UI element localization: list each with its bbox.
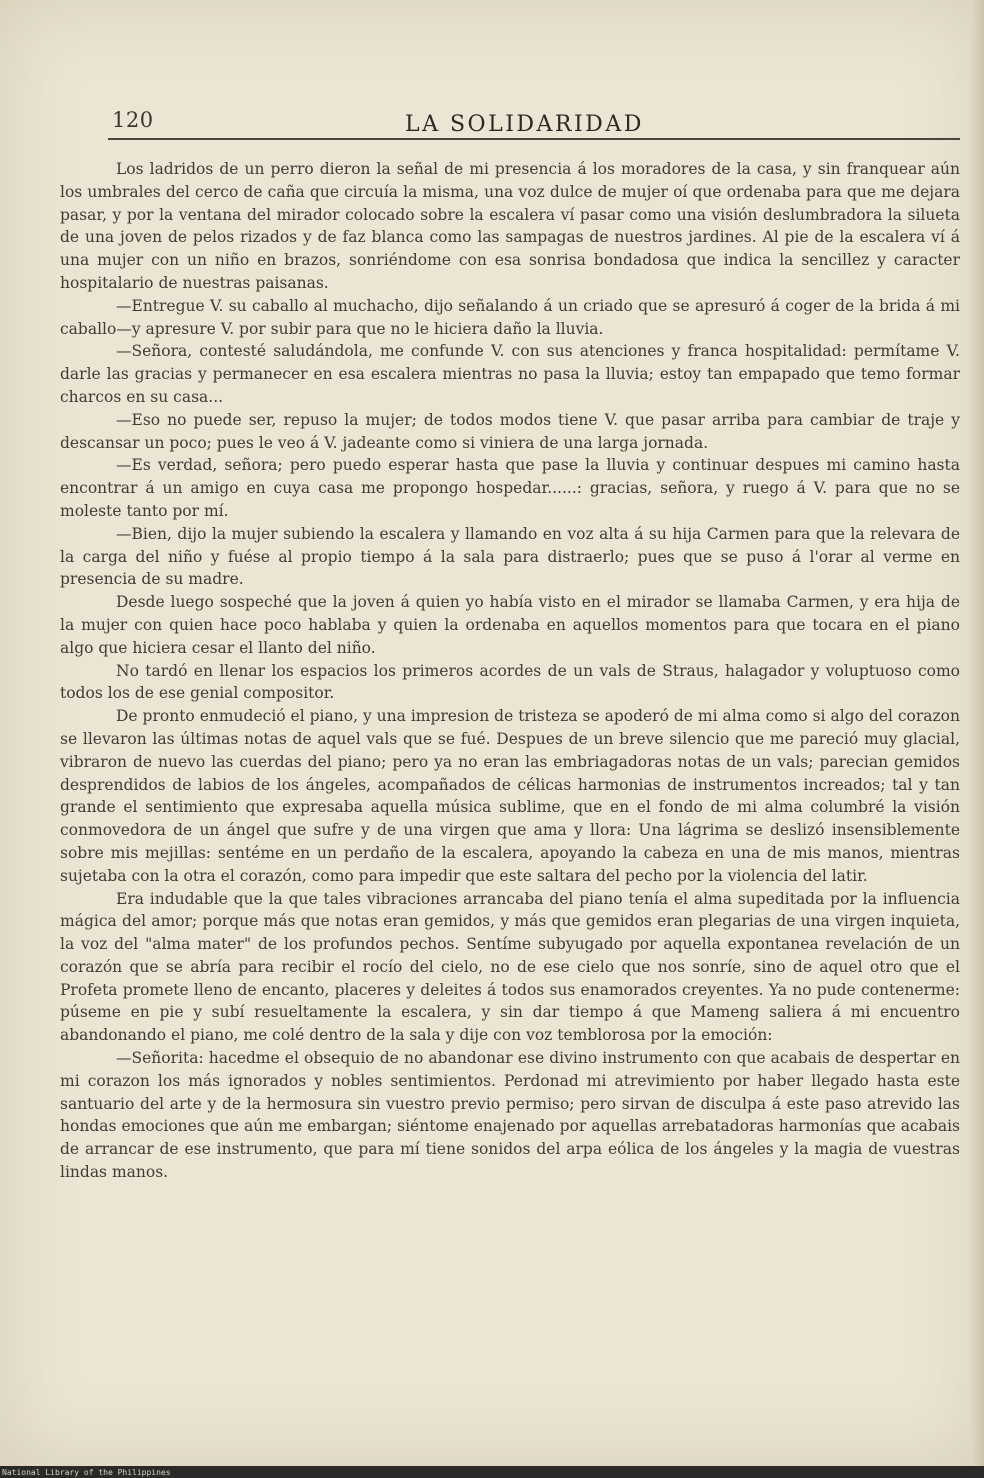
page-header — [60, 108, 960, 140]
paragraph: No tardó en llenar los espacios los primeros acordes de un vals de Straus, halagador y voluptuoso como todos los de ese genial compositor. — [60, 661, 960, 703]
header-rule — [108, 138, 960, 140]
page-edge-shadow — [970, 0, 984, 1466]
paragraph: —Bien, dijo la mujer subiendo la escalera y llamando en voz alta á su hija Carmen para que la relevara de la carga del niño y fuése al propio tiempo á la sala para distraerlo; pues que se puso á l'orar al verme en presencia de su madre. — [60, 524, 960, 589]
paragraph: —Señora, contesté saludándola, me confunde V. con sus atenciones y franca hospitalidad: permítame V. darle las gracias y permanecer en esa escalera mientras no pasa la lluvia; estoy tan empapado que temo formar charcos en su casa... — [60, 342, 960, 406]
paragraph: —Es verdad, señora; pero puedo esperar hasta que pase la lluvia y continuar despues mi camino hasta encontrar á un amigo en cuya casa me propongo hospedar......: gracias, señora, y ruego á V. para que no se moleste tanto por mí. — [60, 456, 960, 520]
page-number: 120 — [112, 108, 154, 132]
paragraph: Los ladridos de un perro dieron la señal de mi presencia á los moradores de la casa, y sin franquear aún los umbrales del cerco de caña que circuía la misma, una voz dulce de mujer oí que ordenaba para que me dejara pasar, y por la ventana del mirador colocado sobre la escalera ví pasar como una visión deslumbradora la silueta de una joven de pelos rizados y de faz blanca como las sampagas de nuestros jardines. Al pie de la escalera ví á una mujer con un niño en brazos, sonriéndome con esa sonrisa bondadosa que indica la sencillez y caracter hospitalario de nuestras paisanas. — [60, 160, 960, 292]
scan-footer — [0, 1467, 984, 1478]
library-credit: National Library of the Philippines — [2, 1468, 171, 1477]
paragraph: —Entregue V. su caballo al muchacho, dijo señalando á un criado que se apresuró á coger de la brida á mi caballo—y apresure V. por subir para que no le hiciera daño la lluvia. — [60, 296, 960, 338]
paragraph: Era indudable que la que tales vibraciones arrancaba del piano tenía el alma supeditada por la influencia mágica del amor; porque más que notas eran gemidos, y más que gemidos eran plegarias de una virgen inquieta, la voz del "alma mater" de los profundos pechos. Sentíme subyugado por aquella expontanea revelación de un corazón que se abría para recibir el rocío del cielo, no de ese cielo que nos sonríe, sino de aquel otro que el Profeta promete lleno de encanto, placeres y deleites á todos sus enamorados creyentes. Ya no pude contenerme: púseme en pie y subí resueltamente la escalera, y sin dar tiempo á que Mameng saliera á mi encuentro abandonando el piano, me colé dentro de la sala y dije con voz temblorosa por la emoción: — [60, 889, 960, 1045]
paragraph: Desde luego sospeché que la joven á quien yo había visto en el mirador se llamaba Carmen, y era hija de la mujer con quien hace poco hablaba y quien la ordenaba en aquellos momentos para que tocara en el piano algo que hiciera cesar el llanto del niño. — [60, 593, 960, 657]
paragraph: —Señorita: hacedme el obsequio de no abandonar ese divino instrumento con que acabais de despertar en mi corazon los más ignorados y nobles sentimientos. Perdonad mi atrevimiento por haber llegado hasta este santuario del arte y de la hermosura sin vuestro previo permiso; pero sirvan de disculpa á este paso atrevido las hondas emociones que aún me embargan; siéntome enajenado por aquellas arrebatadoras harmonías que acabais de arrancar de ese instrumento, que para mí tiene sonidos del arpa eólica de los ángeles y la magia de vuestras lindas manos. — [60, 1049, 960, 1182]
paragraph: De pronto enmudeció el piano, y una impresion de tristeza se apoderó de mi alma como si algo del corazon se llevaron las últimas notas de aquel vals que se fué. Despues de un breve silencio que me pareció muy glacial, vibraron de nuevo las cuerdas del piano; pero ya no eran las embriagadoras notas de un vals; parecian gemidos desprendidos de labios de los ángeles, acompañados de célicas harmonias de instrumentos increados; tal y tan grande el sentimiento que expresaba aquella música sublime, que en el fondo de mi alma columbré la visión conmovedora de un ángel que sufre y de una virgen que ama y llora: Una lágrima se deslizó insensiblemente sobre mis mejillas: sentéme en un perdaño de la escalera, apoyando la cabeza en una de mis manos, mientras sujetaba con la otra el corazón, como para impedir que este saltara del pecho por la violencia del latir. — [60, 707, 960, 885]
article-body — [60, 158, 960, 1184]
paragraph: —Eso no puede ser, repuso la mujer; de todos modos tiene V. que pasar arriba para cambiar de traje y descansar un poco; pues le veo á V. jadeante como si viniera de una larga jornada. — [60, 410, 960, 452]
publication-title: LA SOLIDARIDAD — [405, 112, 644, 137]
